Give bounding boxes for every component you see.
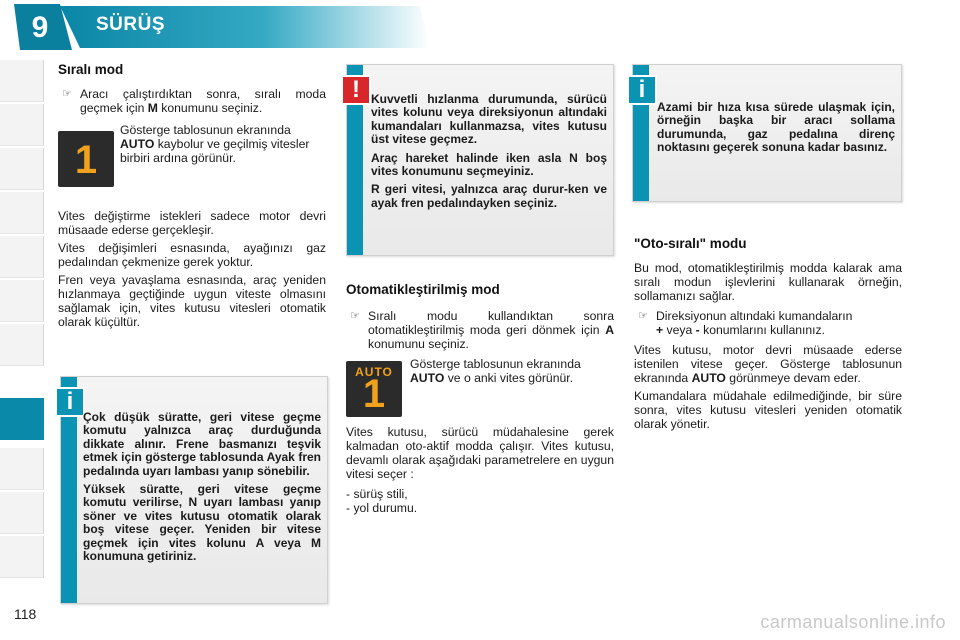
chapter-tab[interactable]: [0, 448, 44, 490]
warning-icon: !: [341, 75, 371, 105]
warning-callout: [346, 64, 614, 256]
paragraph: Bu mod, otomatikleştirilmiş modda kalarak ama sıralı modun işlevlerini kullanarak örneğin, sollamanızı sağlar.: [634, 261, 902, 303]
callout-text: Kuvvetli hızlanma durumunda, sürücü vites kolunu veya direksiyonun altındaki kumandaları kullanmazsa, vites kutusu üst vitese geçmez. Araç hareket halinde iken asla N boş vites konumunu seçmeyiniz. R geri vitesi, yalnızca araç durur-ken ve ayak fren pedalındayken seçiniz.: [371, 92, 608, 210]
middle-column: [346, 282, 614, 515]
gear-display-image: 1: [58, 131, 114, 187]
list-item: - sürüş stili,: [346, 487, 408, 501]
pointing-hand-icon: ☞: [638, 310, 648, 322]
paragraph: Vites değiştirme istekleri sadece motor devri müsaade ederse gerçekleşir.: [58, 209, 326, 237]
display-description: Gösterge tablosunun ekranında AUTO kaybolur ve geçilmiş vitesler birbiri ardına görünür.: [120, 123, 310, 165]
chapter-title: SÜRÜŞ: [96, 14, 166, 35]
display-description: Gösterge tablosunun ekranında AUTO ve o anki vites görünür.: [410, 357, 581, 385]
display-row: [346, 357, 614, 421]
chapter-tab[interactable]: [0, 536, 44, 578]
section-title-sequential: Sıralı mod: [58, 62, 124, 77]
chapter-tab[interactable]: [0, 280, 44, 322]
paragraph: Fren veya yavaşlama esnasında, araç yeniden hızlanmaya geçtiğinde uygun viteste olmasını sağlamak için, vites kutusu vitesleri otomatik olarak küçültür.: [58, 273, 326, 329]
chapter-tab-active[interactable]: [0, 398, 44, 440]
info-icon: i: [627, 75, 657, 105]
section-title-automated: Otomatikleştirilmiş mod: [346, 282, 500, 297]
bullet-steering-controls: ☞ Direksiyonun altındaki kumandaların + veya - konumlarını kullanınız.: [638, 309, 853, 337]
bullet-automated: ☞ Sıralı modu kullandıktan sonra otomatikleştirilmiş moda geri dönmek için A konumunu seçiniz.: [350, 309, 614, 351]
info-callout-left: [60, 376, 328, 604]
display-row: [58, 123, 326, 205]
pointing-hand-icon: ☞: [62, 88, 72, 100]
chapter-tab-strip: [0, 60, 44, 580]
list-item: - yol durumu.: [346, 501, 418, 515]
section-title-auto-sequential: "Oto-sıralı" modu: [634, 236, 747, 251]
chapter-tab[interactable]: [0, 492, 44, 534]
callout-text: Çok düşük süratte, geri vitese geçme komutu yalnızca araç durduğunda dikkate alınır. Frene basmanızı teşvik etmek için gösterge tablosunda Ayak fren pedalında uyarı lambası yanıp sönebilir. Yüksek süratte, geri vitese geçme komutu verilirse, N uyarı lambası yanıp söner ve vites kutusu otomatik olarak boş vitese geçer. Yeniden bir vitese geçmek için vites kolunu A veya M konumuna getiriniz.: [83, 410, 322, 564]
pointing-hand-icon: ☞: [350, 310, 360, 322]
chapter-number: 9: [31, 11, 49, 44]
paragraph: Vites kutusu, sürücü müdahalesine gerek kalmadan oto-aktif modda çalışır. Vites kutusu, devamlı olarak aşağıdaki parametrelere en uygun vitesi seçer :: [346, 425, 614, 481]
chapter-tab[interactable]: [0, 148, 44, 190]
page-number: 118: [14, 606, 37, 622]
chapter-tab[interactable]: [0, 192, 44, 234]
paragraph: Vites kutusu, motor devri müsaade ederse istenilen vitese geçer. Gösterge tablosunun ekranında AUTO görünmeye devam eder.: [634, 343, 902, 385]
paragraph: Kumandalara müdahale edilmediğinde, bir süre sonra, vites kutusu vitesleri yeniden otomatik olarak yönetir.: [634, 389, 902, 431]
info-callout-right: [632, 64, 902, 202]
chapter-tab[interactable]: [0, 104, 44, 146]
left-column: [58, 62, 326, 329]
watermark: carmanualsonline.info: [760, 612, 946, 632]
bullet-sequential: ☞ Aracı çalıştırdıktan sonra, sıralı moda geçmek için M konumunu seçiniz.: [62, 87, 326, 115]
chapter-tab[interactable]: [0, 236, 44, 278]
callout-text: Azami bir hıza kısa sürede ulaşmak için, örneğin başka bir aracı sollama durumunda, gaz pedalına direnç noktasını geçerek sonuna kadar basınız.: [657, 100, 895, 155]
chapter-header: [0, 0, 960, 52]
chapter-tab[interactable]: [0, 324, 44, 366]
info-icon: i: [55, 387, 85, 417]
chapter-tab[interactable]: [0, 60, 44, 102]
right-column: [634, 236, 902, 431]
paragraph: Vites değişimleri esnasında, ayağınızı gaz pedalından çekmenize gerek yoktur.: [58, 241, 326, 269]
gear-display-auto-image: AUTO 1: [346, 361, 402, 417]
